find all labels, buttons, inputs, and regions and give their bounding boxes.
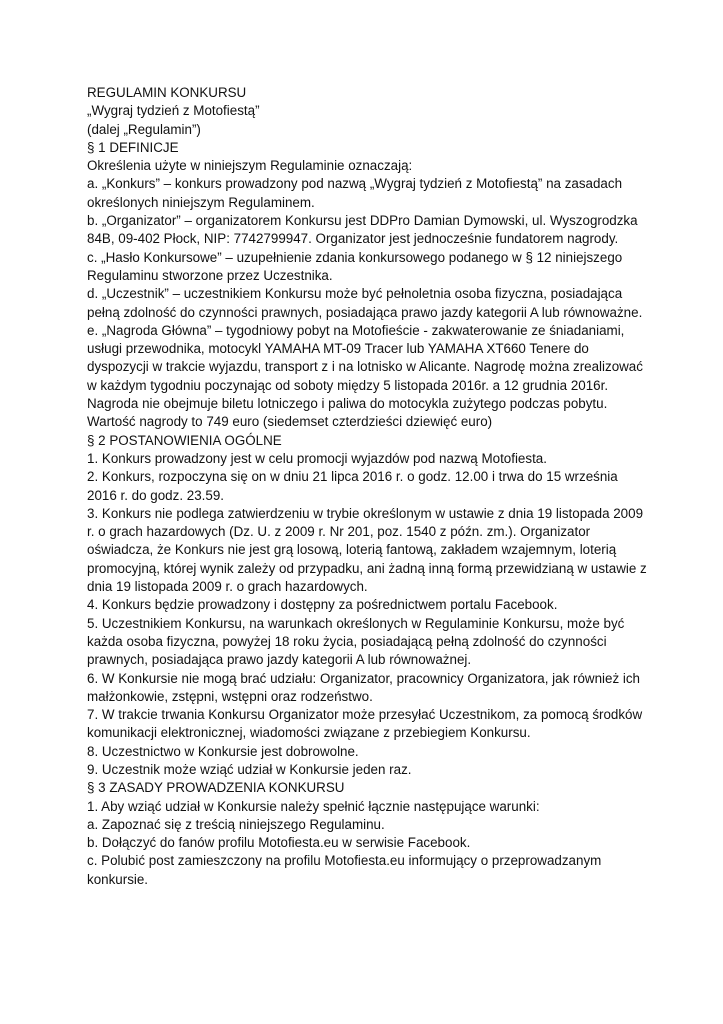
provision-8: 8. Uczestnictwo w Konkursie jest dobrowolne. [87,743,359,759]
provision-6: 6. W Konkursie nie mogą brać udziału: Organizator, pracownicy Organizatora, jak również ich małżonkowie, zstępni, wstępni oraz rodzeństwo. [87,670,640,704]
provision-9: 9. Uczestnik może wziąć udział w Konkursie jeden raz. [87,761,412,777]
definition-d: d. „Uczestnik” – uczestnikiem Konkursu może być pełnoletnia osoba fizyczna, posiadająca pełną zdolność do czynności prawnych, posiadająca prawo jazdy kategorii A lub równoważne. [87,286,643,320]
rule-a: a. Zapoznać się z treścią niniejszego Regulaminu. [87,816,385,832]
definition-e: e. „Nagroda Główna” – tygodniowy pobyt na Motofieście - zakwaterowanie ze śniadaniami, usługi przewodnika, motocykl YAMAHA MT-09 Tracer lub YAMAHA XT660 Tenere do dyspozycji w trakcie wyjazdu, transport z i na lotnisko w Alicante. Nagrodę można zrealizować w każdym tygodniu poczynając od soboty między 5 listopada 2016r. a 12 grudnia 2016r. Nagroda nie obejmuje biletu lotniczego i paliwa do motocykla zużytego podczas pobytu. Wartość nagrody to 749 euro (siedemset czterdzieści dziewięć euro) [87,322,643,430]
provision-2: 2. Konkurs, rozpoczyna się on w dniu 21 lipca 2016 r. o godz. 12.00 i trwa do 15 września 2016 r. do godz. 23.59. [87,469,618,503]
provision-3: 3. Konkurs nie podlega zatwierdzeniu w trybie określonym w ustawie z dnia 19 listopada 2009 r. o grach hazardowych (Dz. U. z 2009 r. Nr 201, poz. 1540 z późn. zm.). Organizator oświadcza, że Konkurs nie jest grą losową, loterią fantową, zakładem wzajemnym, loterią promocyjną, której wynik zależy od przypadku, ani żadną inną formą przewidzianą w ustawie z dnia 19 listopada 2009 r. o grach hazardowych. [87,505,647,595]
definition-b: b. „Organizator” – organizatorem Konkursu jest DDPro Damian Dymowski, ul. Wyszogrodzka 84B, 09-402 Płock, NIP: 7742799947. Organizator jest jednocześnie fundatorem nagrody. [87,213,638,247]
section-heading-3: § 3 ZASADY PROWADZENIA KONKURSU [87,780,345,796]
provision-7: 7. W trakcie trwania Konkursu Organizator może przesyłać Uczestnikom, za pomocą środków komunikacji elektronicznej, wiadomości związane z przebiegiem Konkursu. [87,707,643,741]
rule-c: c. Polubić post zamieszczony na profilu Motofiesta.eu informujący o przeprowadzanym konkursie. [87,853,602,887]
document-body [87,139,647,889]
definition-a: a. „Konkurs” – konkurs prowadzony pod nazwą „Wygraj tydzień z Motofiestą” na zasadach określonych niniejszym Regulaminem. [87,176,623,210]
document-page [87,84,647,889]
paragraph-intro: Określenia użyte w niniejszym Regulaminie oznaczają: [87,158,413,174]
document-subtitle: „Wygraj tydzień z Motofiestą” [87,103,260,119]
rule-b: b. Dołączyć do fanów profilu Motofiesta.eu w serwisie Facebook. [87,835,471,851]
definition-c: c. „Hasło Konkursowe” – uzupełnienie zdania konkursowego podanego w § 12 niniejszego Regulaminu stworzone przez Uczestnika. [87,249,623,283]
provision-5: 5. Uczestnikiem Konkursu, na warunkach określonych w Regulaminie Konkursu, może być każda osoba fizyczna, powyżej 18 roku życia, posiadającą pełną zdolność do czynności prawnych, posiadająca prawo jazdy kategorii A lub równoważnej. [87,615,625,668]
section-heading-2: § 2 POSTANOWIENIA OGÓLNE [87,432,282,448]
provision-4: 4. Konkurs będzie prowadzony i dostępny za pośrednictwem portalu Facebook. [87,597,558,613]
document-title: REGULAMIN KONKURSU [87,85,247,100]
rule-1: 1. Aby wziąć udział w Konkursie należy spełnić łącznie następujące warunki: [87,798,540,814]
section-heading-1: § 1 DEFINICJE [87,139,179,155]
document-alias: (dalej „Regulamin”) [87,121,201,137]
provision-1: 1. Konkurs prowadzony jest w celu promocji wyjazdów pod nazwą Motofiesta. [87,450,547,466]
